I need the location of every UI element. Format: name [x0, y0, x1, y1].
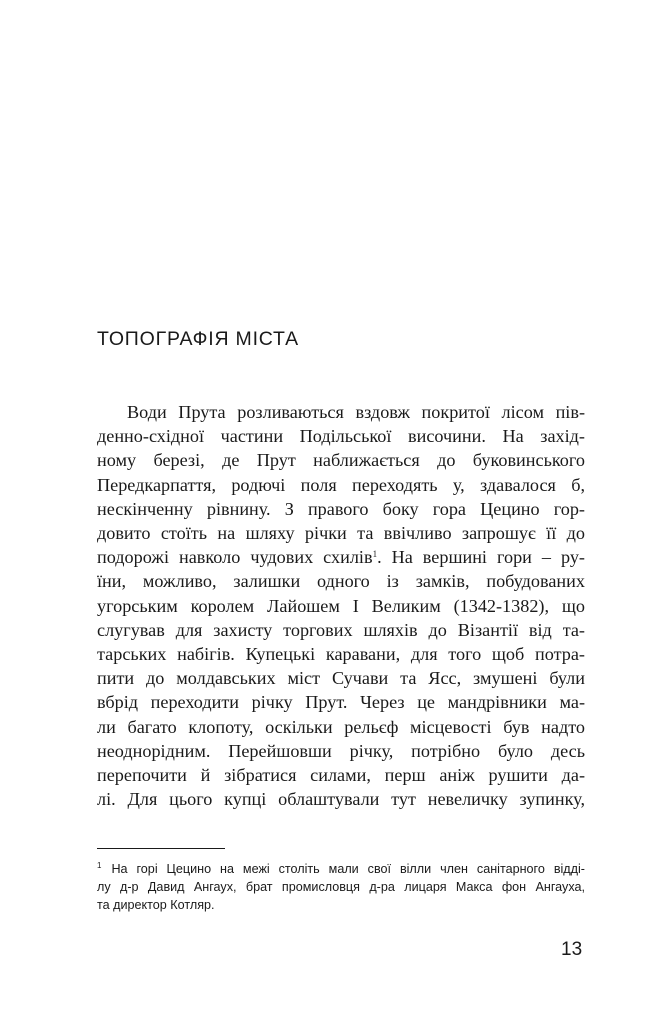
body-line: пити до молдавських міст Сучави та Ясс, змушені були	[97, 668, 585, 689]
body-line: перепочити й зібратися силами, перш аніж рушити да-	[97, 765, 585, 786]
body-line-text: подорожі навколо чудових схилів	[97, 547, 373, 568]
body-line: слугував для захисту торгових шляхів до Візантії від та-	[97, 619, 585, 640]
page-number: 13	[561, 939, 583, 960]
body-line: тарських набігів. Купецькі каравани, для того щоб потра-	[97, 644, 585, 665]
body-paragraph	[97, 400, 585, 811]
body-line: лі. Для цього купці облаштували тут невеличку зупинку,	[97, 789, 585, 810]
body-line: нескінченну рівнину. З правого боку гора Цецино гор-	[97, 498, 585, 519]
body-line: денно-східної частини Подільської височини. На захід-	[97, 426, 585, 447]
body-line: довито стоїть на шляху річки та ввічливо запрошує її до	[97, 523, 585, 544]
footnote-marker: 1	[97, 861, 102, 870]
body-line: ному березі, де Прут наближається до буковинського	[97, 450, 585, 471]
body-line: їни, можливо, залишки одного із замків, побудованих	[97, 571, 585, 592]
footnote-line	[97, 860, 585, 878]
body-line: вбрід переходити річку Прут. Через це мандрівники ма-	[97, 692, 585, 713]
body-line: угорським королем Лайошем І Великим (1342-1382), що	[97, 595, 585, 616]
body-line: неоднорідним. Перейшовши річку, потрібно було десь	[97, 740, 585, 761]
footnote-reference[interactable]: 1	[372, 549, 378, 560]
body-line: Передкарпаття, родючі поля переходять у, здавалося б,	[97, 474, 585, 495]
body-line: ли багато клопоту, оскільки рельєф місцевості був надто	[97, 716, 585, 737]
section-heading: ТОПОГРАФІЯ МІСТА	[97, 328, 299, 350]
footnote-line: лу д-р Давид Ангаух, брат промисловця д-ра лицаря Макса фон Ангауха,	[97, 880, 585, 894]
footnote-line: та директор Котляр.	[97, 898, 215, 912]
footnote-line-text: На горі Цецино на межі століть мали свої вілли член санітарного відді-	[111, 862, 585, 876]
footnote-divider	[97, 848, 225, 849]
body-line: Води Прута розливаються вздовж покритої лісом пів-	[127, 402, 585, 422]
body-line-with-note	[97, 545, 585, 569]
footnote	[97, 860, 585, 914]
body-line-tail: . На вершині гори – ру-	[377, 547, 585, 568]
